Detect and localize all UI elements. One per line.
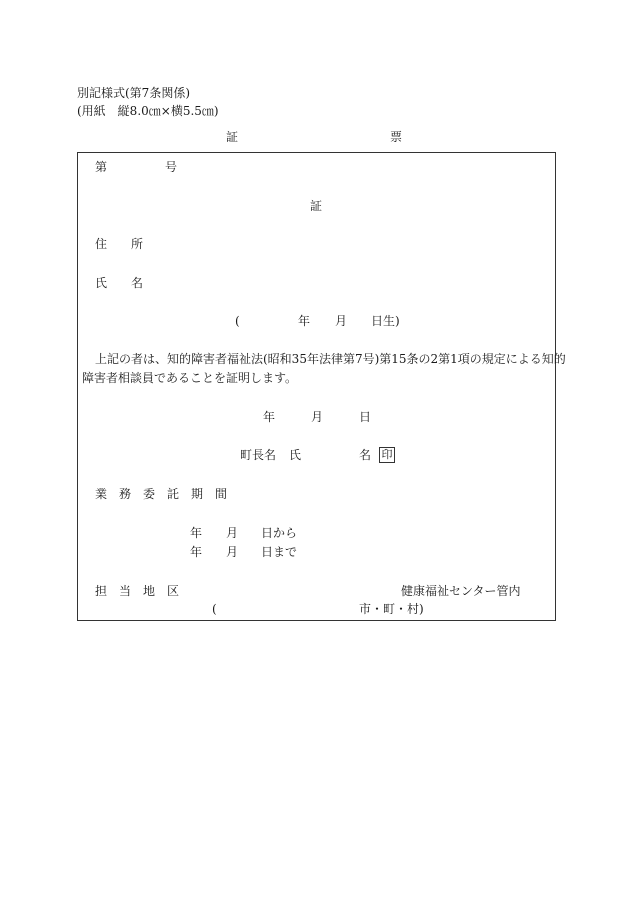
address-label: 住 所 — [95, 237, 144, 251]
issuer-name-label-1: 氏 — [289, 448, 302, 462]
issuer-title: 町長名 — [240, 448, 277, 462]
area-open-paren: ( — [212, 602, 217, 616]
area-center-label: 健康福祉センター管内 — [401, 584, 521, 598]
statement-line-2: 障害者相談員であることを証明します。 — [82, 371, 298, 385]
photo-label: 証 — [310, 199, 323, 213]
statement-line-1: 上記の者は、知的障害者福祉法(昭和35年法律第7号)第15条の2第1項の規定による知的 — [95, 352, 566, 366]
paper-size-note: (用紙 縦8.0㎝×横5.5㎝) — [77, 104, 219, 118]
term-from-day: 日から — [261, 526, 298, 540]
area-municipality-label: 市・町・村) — [359, 602, 424, 616]
birth-day-label: 日生) — [371, 314, 400, 328]
number-suffix: 号 — [165, 160, 178, 174]
certificate-frame — [77, 152, 556, 621]
issue-day-label: 日 — [359, 410, 372, 424]
title-char-2: 票 — [390, 130, 403, 144]
term-label: 業 務 委 託 期 間 — [95, 487, 228, 501]
name-label: 氏 名 — [95, 276, 144, 290]
title-char-1: 証 — [226, 130, 239, 144]
term-from-month: 月 — [226, 526, 239, 540]
birth-month-label: 月 — [335, 314, 348, 328]
number-label: 第 — [95, 160, 108, 174]
issue-year-label: 年 — [263, 410, 276, 424]
form-label: 別記様式(第7条関係) — [77, 86, 190, 100]
seal-mark: 印 — [379, 447, 395, 463]
term-to-year: 年 — [190, 545, 203, 559]
term-to-day: 日まで — [261, 545, 298, 559]
term-to-month: 月 — [226, 545, 239, 559]
issue-month-label: 月 — [311, 410, 324, 424]
term-from-year: 年 — [190, 526, 203, 540]
birth-year-label: 年 — [298, 314, 311, 328]
birth-open-paren: ( — [235, 314, 240, 328]
issuer-name-label-2: 名 — [359, 448, 372, 462]
area-label: 担 当 地 区 — [95, 584, 180, 598]
